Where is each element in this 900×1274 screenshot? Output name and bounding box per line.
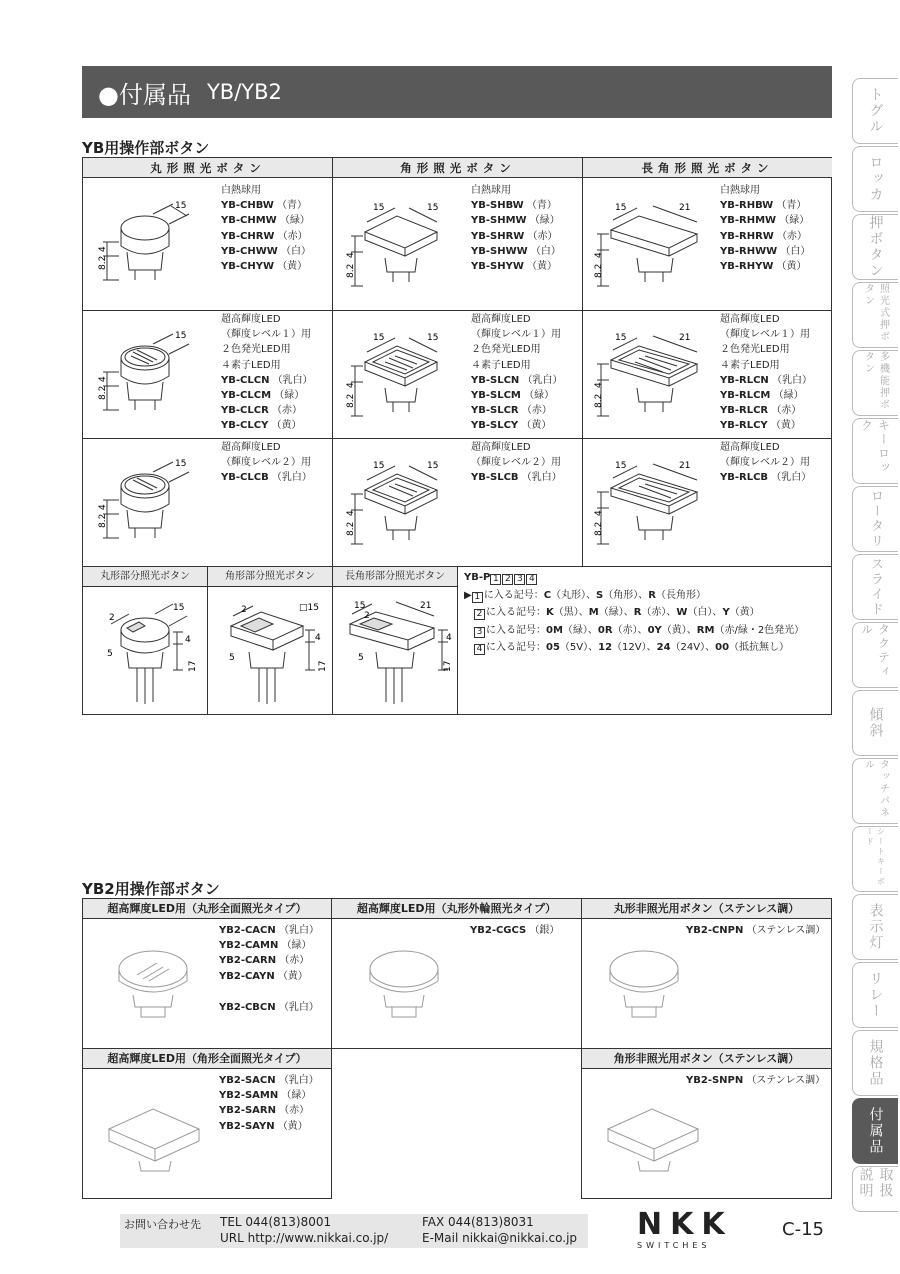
- svg-text:15: 15: [173, 603, 185, 613]
- round-button-drawing: [97, 200, 197, 300]
- svg-text:4: 4: [346, 252, 356, 258]
- yb2-cell-round-full: 超高輝度LED用（丸形全面照光タイプ） YB2-CACN （乳白） YB2-CAMN （緑） YB2-CARN （赤） YB2-CAYN （黄） YB2-CBCN （乳白）: [82, 898, 332, 1049]
- footer-url[interactable]: URL http://www.nikkai.co.jp/: [220, 1231, 389, 1245]
- col-head-square: 角形照光ボタン: [333, 158, 583, 178]
- row3-col1-text: 超高輝度LED （輝度レベル２）用 YB-CLCB （乳白）: [221, 442, 312, 484]
- tab-multifunction-push[interactable]: 多機能押ボタン: [852, 350, 898, 416]
- svg-text:21: 21: [679, 333, 691, 343]
- tab-push-button[interactable]: 押ボタン: [852, 214, 898, 280]
- page-title: ●付属品: [98, 80, 191, 109]
- svg-text:2: 2: [241, 605, 247, 615]
- partial-code-block: YB-P 1 2 3 4 ▶ 1 に入る記号：C（丸形）、S（角形）、R（長角形） 2 に入る記号：K（黒）、M（緑）、R（赤）、W（白）、Y（黄） 3 に入る記号：0M（緑）、0R（赤）、0Y（黄）、RM（赤/緑・2色発光） 4 に入る記号：05（5V）、12（12V）、24（24V）、00（抵抗無し）: [464, 572, 805, 654]
- tab-standard[interactable]: 規格品: [852, 1030, 898, 1096]
- yb2-cell-square-full: 超高輝度LED用（角形全面照光タイプ） YB2-SACN （乳白） YB2-SAMN （緑） YB2-SARN （赤） YB2-SAYN （黄）: [82, 1048, 332, 1199]
- tab-instructions[interactable]: 取扱説明: [852, 1166, 898, 1212]
- svg-text:8.2: 8.2: [98, 513, 108, 528]
- yb2-round-ring-drawing: [362, 945, 452, 1035]
- contact-label: お問い合わせ先: [124, 1218, 201, 1231]
- col-head-round: 丸形照光ボタン: [83, 158, 333, 178]
- svg-text:15: 15: [175, 459, 187, 469]
- nkk-logo: NKK SWITCHES: [637, 1207, 733, 1250]
- yb2-cell-round-ring: 超高輝度LED用（丸形外輪照光タイプ） YB2-CGCS （銀）: [331, 898, 582, 1049]
- round-partial-drawing: [89, 594, 204, 709]
- svg-text:17: 17: [443, 660, 453, 672]
- svg-text:15: 15: [427, 333, 439, 343]
- partial-head-round: 丸形部分照光ボタン: [83, 567, 207, 587]
- svg-text:15: 15: [373, 461, 385, 471]
- row2-col1-text: 超高輝度LED （輝度レベル１）用 ２色発光LED用 ４素子LED用 YB-CLCN （乳白） YB-CLCM （緑） YB-CLCR （赤） YB-CLCY （黄）: [221, 314, 313, 432]
- yb-section-title: YB用操作部ボタン: [82, 139, 210, 157]
- footer-tel: TEL 044(813)8001: [220, 1215, 332, 1229]
- svg-text:5: 5: [107, 649, 113, 659]
- partial-head-rect: 長角形部分照光ボタン: [333, 567, 457, 587]
- svg-text:8.2: 8.2: [594, 263, 604, 278]
- svg-text:21: 21: [679, 203, 691, 213]
- row1-col2-text: 白熱球用 YB-SHBW （青） YB-SHMW （緑） YB-SHRW （赤） YB-SHWW （白） YB-SHYW （黄）: [471, 185, 561, 273]
- svg-text:4: 4: [98, 376, 108, 382]
- tab-accessories[interactable]: 付属品: [852, 1098, 898, 1164]
- round-led-button-drawing: [97, 330, 197, 430]
- square-led2-button-drawing: [345, 458, 455, 558]
- svg-text:15: 15: [615, 203, 627, 213]
- row2-col3-text: 超高輝度LED （輝度レベル１）用 ２色発光LED用 ４素子LED用 YB-RLCN （乳白） YB-RLCM （緑） YB-RLCR （赤） YB-RLCY （黄）: [720, 314, 812, 432]
- svg-text:8.2: 8.2: [346, 521, 356, 536]
- tab-relay[interactable]: リレー: [852, 962, 898, 1028]
- svg-text:15: 15: [427, 203, 439, 213]
- yb2-section-title: YB2用操作部ボタン: [82, 880, 220, 898]
- svg-text:15: 15: [175, 331, 187, 341]
- svg-text:4: 4: [594, 382, 604, 388]
- svg-text:2: 2: [109, 613, 115, 623]
- col-head-rect: 長角形照光ボタン: [583, 158, 832, 178]
- svg-text:4: 4: [315, 633, 321, 643]
- row3-col3-text: 超高輝度LED （輝度レベル２）用 YB-RLCB （乳白）: [720, 442, 812, 484]
- svg-text:4: 4: [594, 252, 604, 258]
- svg-text:8.2: 8.2: [98, 385, 108, 400]
- svg-text:17: 17: [188, 660, 198, 672]
- tab-rotary[interactable]: ロータリ: [852, 486, 898, 552]
- tab-slide[interactable]: スライド: [852, 554, 898, 620]
- svg-text:□15: □15: [299, 603, 319, 613]
- svg-text:4: 4: [446, 633, 452, 643]
- svg-text:4: 4: [98, 504, 108, 510]
- rect-led-button-drawing: [593, 330, 713, 430]
- square-partial-drawing: [213, 594, 328, 709]
- page-number: C-15: [782, 1219, 824, 1240]
- svg-text:15: 15: [615, 333, 627, 343]
- svg-text:4: 4: [346, 510, 356, 516]
- yb2-cell-square-nonlit: 角形非照光用ボタン（ステンレス調） YB2-SNPN （ステンレス調）: [581, 1048, 832, 1199]
- svg-text:15: 15: [615, 461, 627, 471]
- svg-text:15: 15: [373, 203, 385, 213]
- svg-text:5: 5: [358, 653, 364, 663]
- page-header: [82, 66, 832, 118]
- tab-keylock[interactable]: キーロック: [852, 418, 898, 484]
- yb2-cell-round-nonlit: 丸形非照光用ボタン（ステンレス調） YB2-CNPN （ステンレス調）: [581, 898, 832, 1049]
- svg-text:4: 4: [594, 510, 604, 516]
- tab-tactile[interactable]: タクティル: [852, 622, 898, 688]
- svg-text:15: 15: [373, 333, 385, 343]
- row3-col2-text: 超高輝度LED （輝度レベル２）用 YB-SLCB （乳白）: [471, 442, 562, 484]
- yb2-square-nonlit-drawing: [602, 1099, 712, 1189]
- svg-text:4: 4: [185, 635, 191, 645]
- svg-text:21: 21: [679, 461, 691, 471]
- svg-text:8.2: 8.2: [594, 521, 604, 536]
- rect-button-drawing: [593, 200, 713, 300]
- square-led-button-drawing: [345, 330, 455, 430]
- row2-col2-text: 超高輝度LED （輝度レベル１）用 ２色発光LED用 ４素子LED用 YB-SLCN （乳白） YB-SLCM （緑） YB-SLCR （赤） YB-SLCY （黄）: [471, 314, 563, 432]
- tab-touch-panel[interactable]: タッチパネル: [852, 758, 898, 824]
- rect-led2-button-drawing: [593, 458, 713, 558]
- yb2-square-full-drawing: [103, 1099, 213, 1189]
- partial-head-square: 角形部分照光ボタン: [208, 567, 332, 587]
- svg-text:15: 15: [175, 201, 187, 211]
- tab-toggle[interactable]: トグル: [852, 78, 898, 144]
- tab-illuminated-push[interactable]: 照光式押ボタン: [852, 282, 898, 348]
- round-led2-button-drawing: [97, 458, 197, 558]
- yb2-round-nonlit-drawing: [602, 945, 692, 1035]
- row1-col3-text: 白熱球用 YB-RHBW （青） YB-RHMW （緑） YB-RHRW （赤） YB-RHWW （白） YB-RHYW （黄）: [720, 185, 811, 273]
- svg-text:15: 15: [354, 601, 366, 611]
- svg-text:8.2: 8.2: [594, 393, 604, 408]
- tab-tilt[interactable]: 傾斜: [852, 690, 898, 756]
- yb-table: [82, 157, 832, 715]
- rect-partial-drawing: [338, 594, 453, 709]
- row1-col1-text: 白熱球用 YB-CHBW （青） YB-CHMW （緑） YB-CHRW （赤） YB-CHWW （白） YB-CHYW （黄）: [221, 185, 311, 273]
- svg-text:8.2: 8.2: [346, 263, 356, 278]
- svg-text:4: 4: [98, 246, 108, 252]
- svg-text:17: 17: [318, 660, 328, 672]
- svg-text:2: 2: [364, 611, 370, 621]
- svg-text:8.2: 8.2: [346, 393, 356, 408]
- svg-text:8.2: 8.2: [98, 255, 108, 270]
- svg-text:5: 5: [229, 653, 235, 663]
- tab-indicator[interactable]: 表示灯: [852, 894, 898, 960]
- footer-email[interactable]: E-Mail nikkai@nikkai.co.jp: [422, 1231, 578, 1245]
- svg-text:4: 4: [346, 382, 356, 388]
- square-button-drawing: [345, 200, 455, 300]
- footer-fax: FAX 044(813)8031: [422, 1215, 534, 1229]
- tab-rocker[interactable]: ロッカ: [852, 146, 898, 212]
- tab-sheet-keyboard[interactable]: シートキーボード: [852, 826, 898, 892]
- svg-text:21: 21: [420, 601, 432, 611]
- svg-text:15: 15: [427, 461, 439, 471]
- page-subtitle: YB/YB2: [206, 80, 282, 104]
- yb2-round-full-drawing: [111, 945, 201, 1035]
